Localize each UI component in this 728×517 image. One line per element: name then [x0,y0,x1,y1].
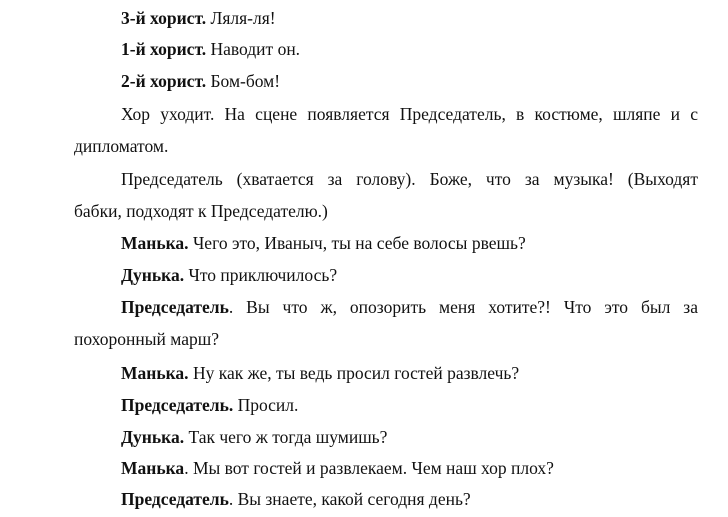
dialogue-text: Наводит он. [206,39,301,59]
dialogue-line-dunka-1 [121,263,698,287]
speaker-name: Председатель. [121,395,234,415]
speaker-name: Дунька. [121,265,185,285]
dialogue-text: Ну как же, ты ведь просил гостей развлечь? [188,363,520,383]
dialogue-line-manka-2 [121,361,698,385]
dialogue-text: . Мы вот гостей и развлекаем. Чем наш хор плох? [184,458,554,478]
dialogue-line-chorister-1 [121,37,698,61]
speaker-name: 3-й хорист. [121,8,207,28]
speaker-name: Председатель [121,297,229,317]
dialogue-text: Бом-бом! [206,71,281,91]
speaker-name: Манька. [121,363,189,383]
dialogue-text: Что приключилось? [184,265,338,285]
chairman-remark-line-2: бабки, подходят к Председателю.) [74,201,328,221]
stage-direction-line-2: дипломатом. [74,136,169,156]
dialogue-line-dunka-2 [121,425,698,449]
dialogue-text: Просил. [233,395,299,415]
speaker-name: Председатель [121,489,229,509]
stage-direction-line-1: Хор уходит. На сцене появляется Председатель, в костюме, шляпе и с [121,104,698,124]
dialogue-text: . Вы что ж, опозорить меня хотите?! Что это был за [228,297,698,317]
dialogue-line-chairman-1-continued: похоронный марш? [74,329,219,349]
speaker-name: Дунька. [121,427,185,447]
dialogue-line-chairman-3 [121,487,698,511]
speaker-name: 1-й хорист. [121,39,207,59]
dialogue-line-chorister-2 [121,69,698,93]
dialogue-text: Чего это, Иваныч, ты на себе волосы рвешь? [188,233,526,253]
dialogue-line-manka-1 [121,231,698,255]
dialogue-text: Ляля-ля! [206,8,276,28]
chairman-remark-line-1: Председатель (хватается за голову). Боже, что за музыка! (Выходят [121,169,698,189]
speaker-name: Манька [121,458,185,478]
dialogue-text: . Вы знаете, какой сегодня день? [228,489,471,509]
dialogue-line-chairman-2 [121,393,698,417]
speaker-name: Манька. [121,233,189,253]
speaker-name: 2-й хорист. [121,71,207,91]
dialogue-text: Так чего ж тогда шумишь? [184,427,388,447]
dialogue-line-manka-3 [121,456,698,480]
dialogue-line-chairman-1 [121,295,698,319]
dialogue-line-chorister-3 [121,6,698,30]
